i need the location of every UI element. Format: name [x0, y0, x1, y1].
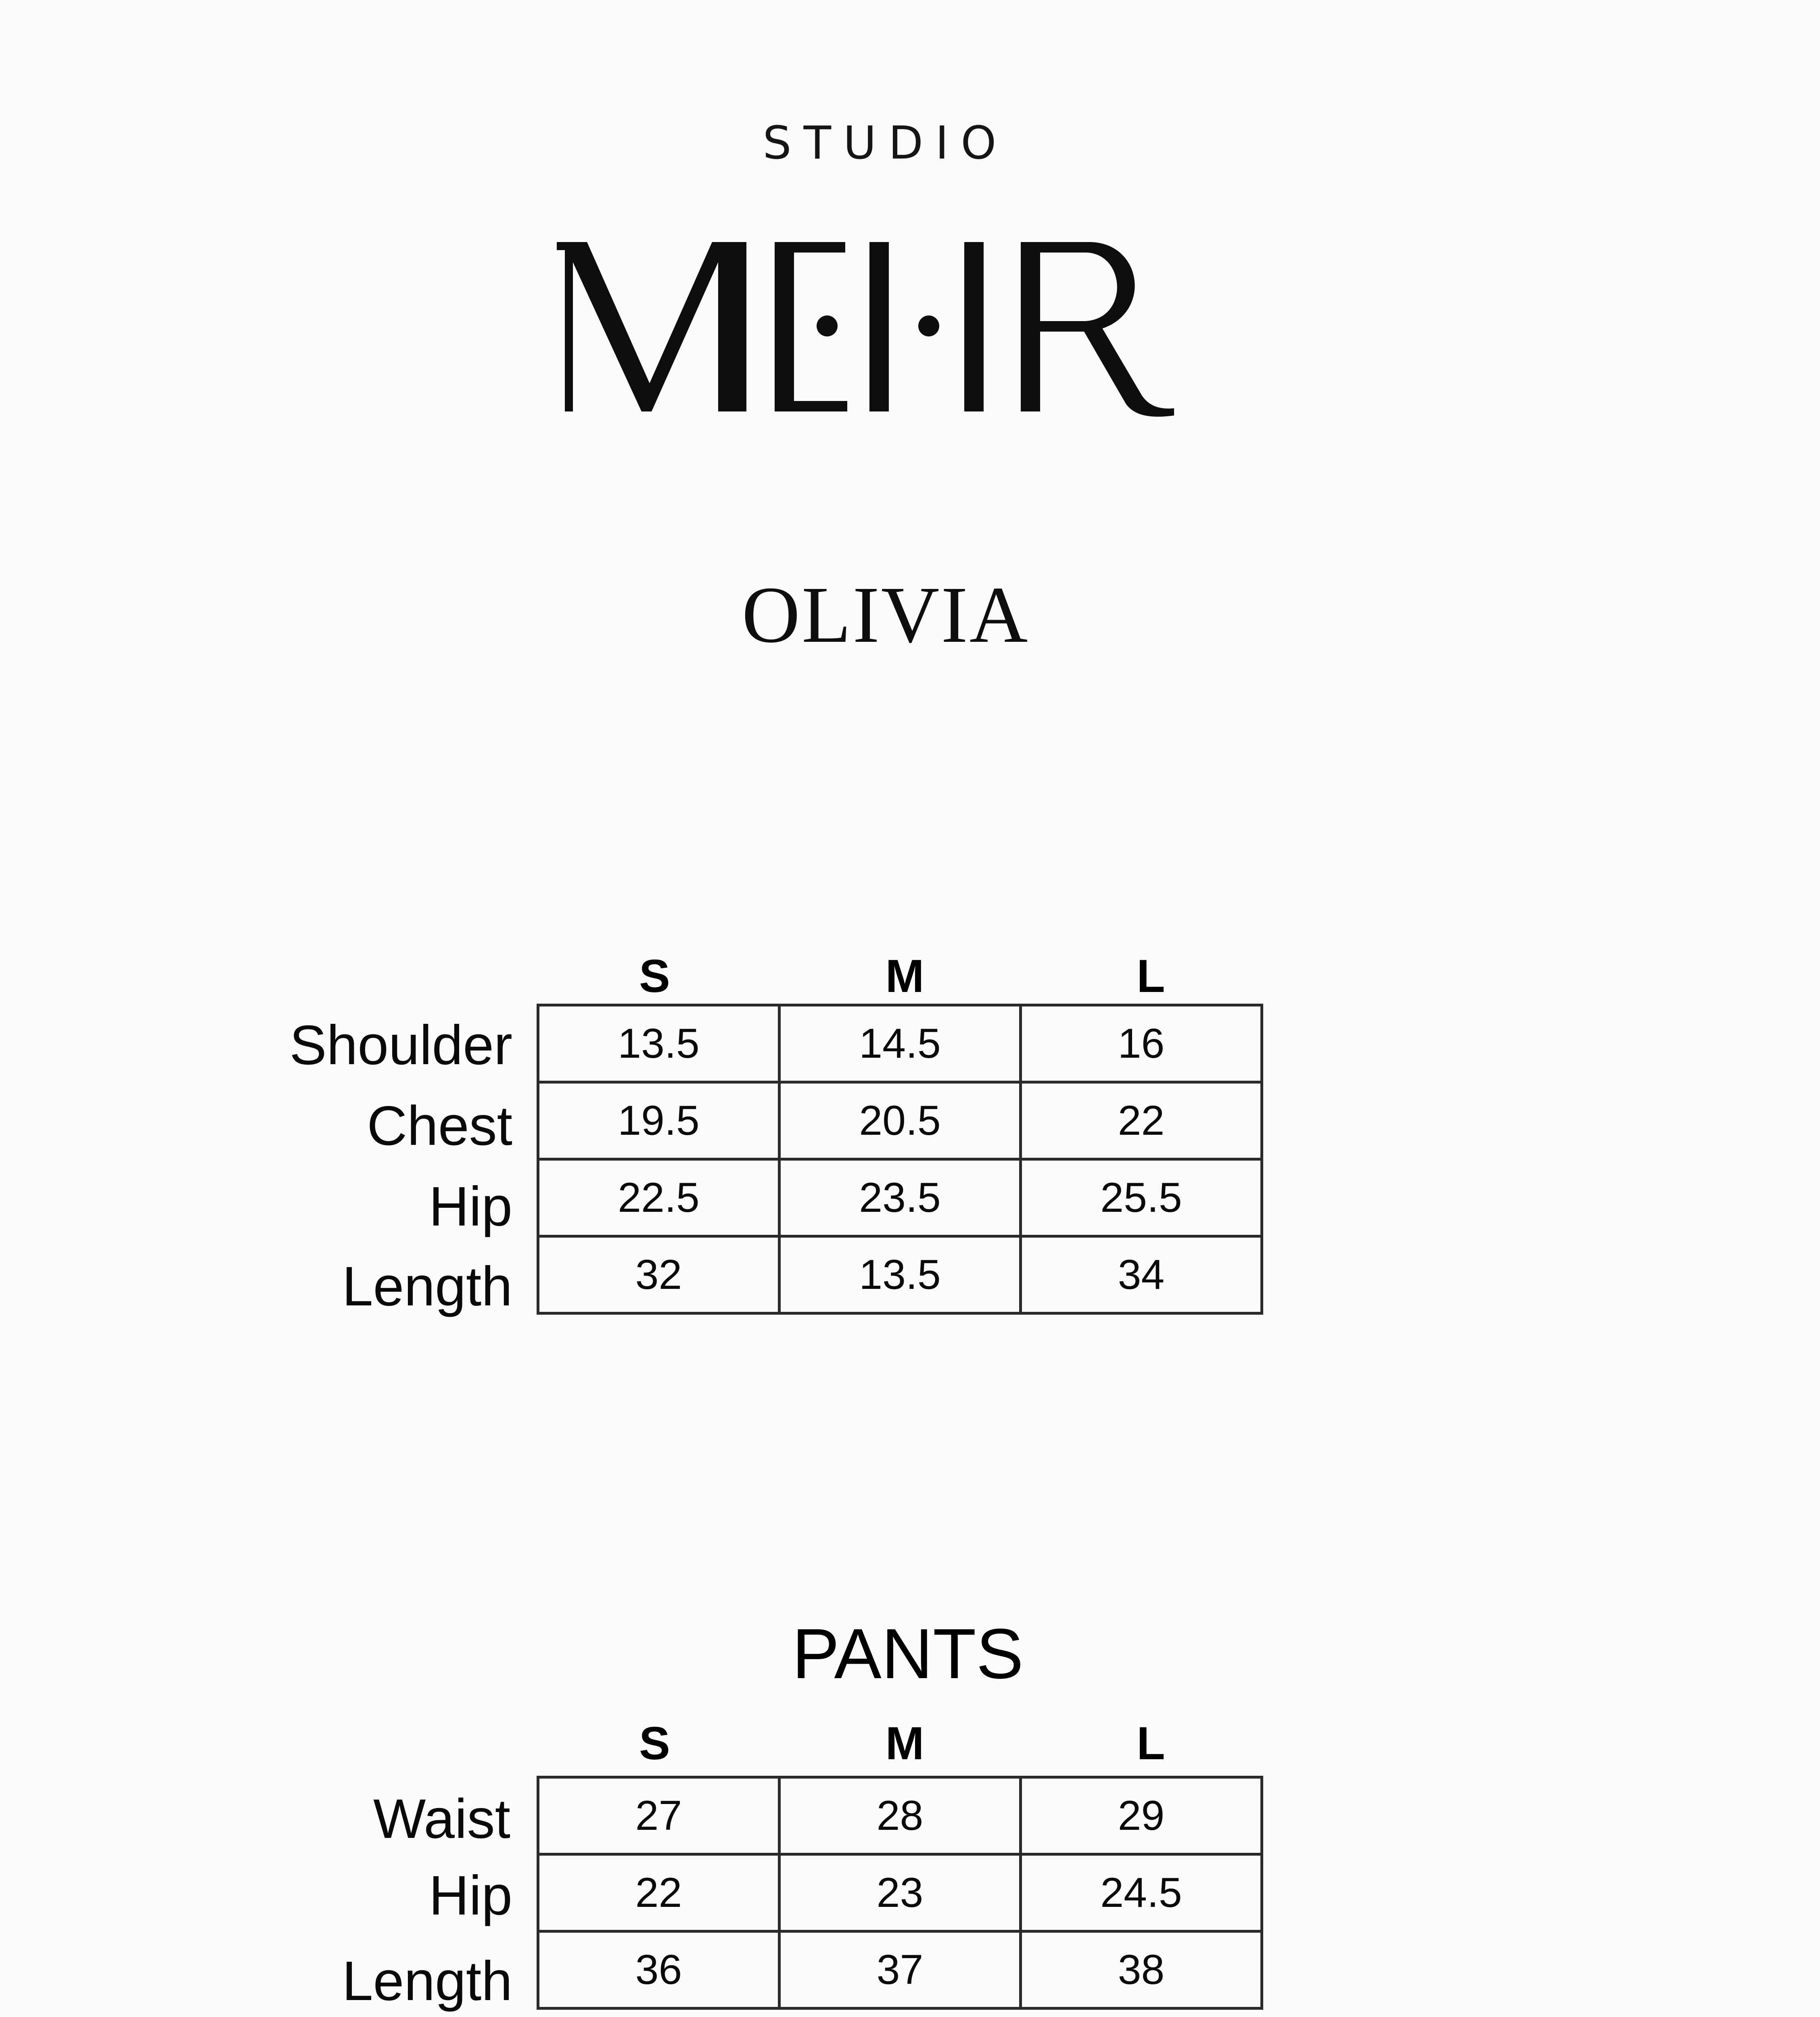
table-cell: 23 — [779, 1854, 1021, 1931]
table-cell: 38 — [1021, 1931, 1262, 2009]
table-row — [538, 1931, 1262, 2009]
table-cell: 29 — [1021, 1777, 1262, 1854]
row-label-chest: Chest — [367, 1095, 512, 1157]
row-label-waist: Waist — [373, 1788, 510, 1850]
table-cell: 20.5 — [779, 1082, 1021, 1159]
table-cell: 13.5 — [779, 1236, 1021, 1313]
row-label-hip: Hip — [428, 1865, 512, 1927]
size-header-l: L — [1137, 950, 1165, 1002]
table-cell: 13.5 — [538, 1005, 779, 1082]
size-header-l: L — [1137, 1718, 1165, 1769]
size-header-s: S — [639, 950, 670, 1002]
pants-measurements-grid — [537, 1776, 1263, 2010]
table-cell: 37 — [779, 1931, 1021, 2009]
table-cell: 28 — [779, 1777, 1021, 1854]
table-row — [538, 1777, 1262, 1854]
table-cell: 27 — [538, 1777, 779, 1854]
table-cell: 22 — [1021, 1082, 1262, 1159]
row-label-hip: Hip — [428, 1176, 512, 1238]
table-cell: 16 — [1021, 1005, 1262, 1082]
row-label-length: Length — [342, 1950, 512, 2012]
pants-section-title: PANTS — [792, 1614, 1024, 1693]
table-row — [538, 1005, 1262, 1082]
table-row — [538, 1159, 1262, 1236]
size-header-m: M — [885, 1718, 924, 1769]
table-cell: 22.5 — [538, 1159, 779, 1236]
brand-studio-text: STUDIO — [763, 117, 1009, 169]
table-cell: 14.5 — [779, 1005, 1021, 1082]
table-cell: 32 — [538, 1236, 779, 1313]
row-label-length: Length — [342, 1255, 512, 1318]
product-title: OLIVIA — [742, 570, 1030, 660]
table-cell: 34 — [1021, 1236, 1262, 1313]
table-row — [538, 1082, 1262, 1159]
table-row — [538, 1854, 1262, 1931]
size-header-m: M — [885, 950, 924, 1002]
table-cell: 25.5 — [1021, 1159, 1262, 1236]
size-header-s: S — [639, 1718, 670, 1769]
row-label-shoulder: Shoulder — [289, 1014, 512, 1076]
table-cell: 23.5 — [779, 1159, 1021, 1236]
studio-mehr-logo — [549, 226, 1235, 420]
table-cell: 19.5 — [538, 1082, 779, 1159]
table-cell: 22 — [538, 1854, 779, 1931]
table-row — [538, 1236, 1262, 1313]
table-cell: 36 — [538, 1931, 779, 2009]
table-cell: 24.5 — [1021, 1854, 1262, 1931]
top-measurements-grid — [537, 1004, 1263, 1315]
